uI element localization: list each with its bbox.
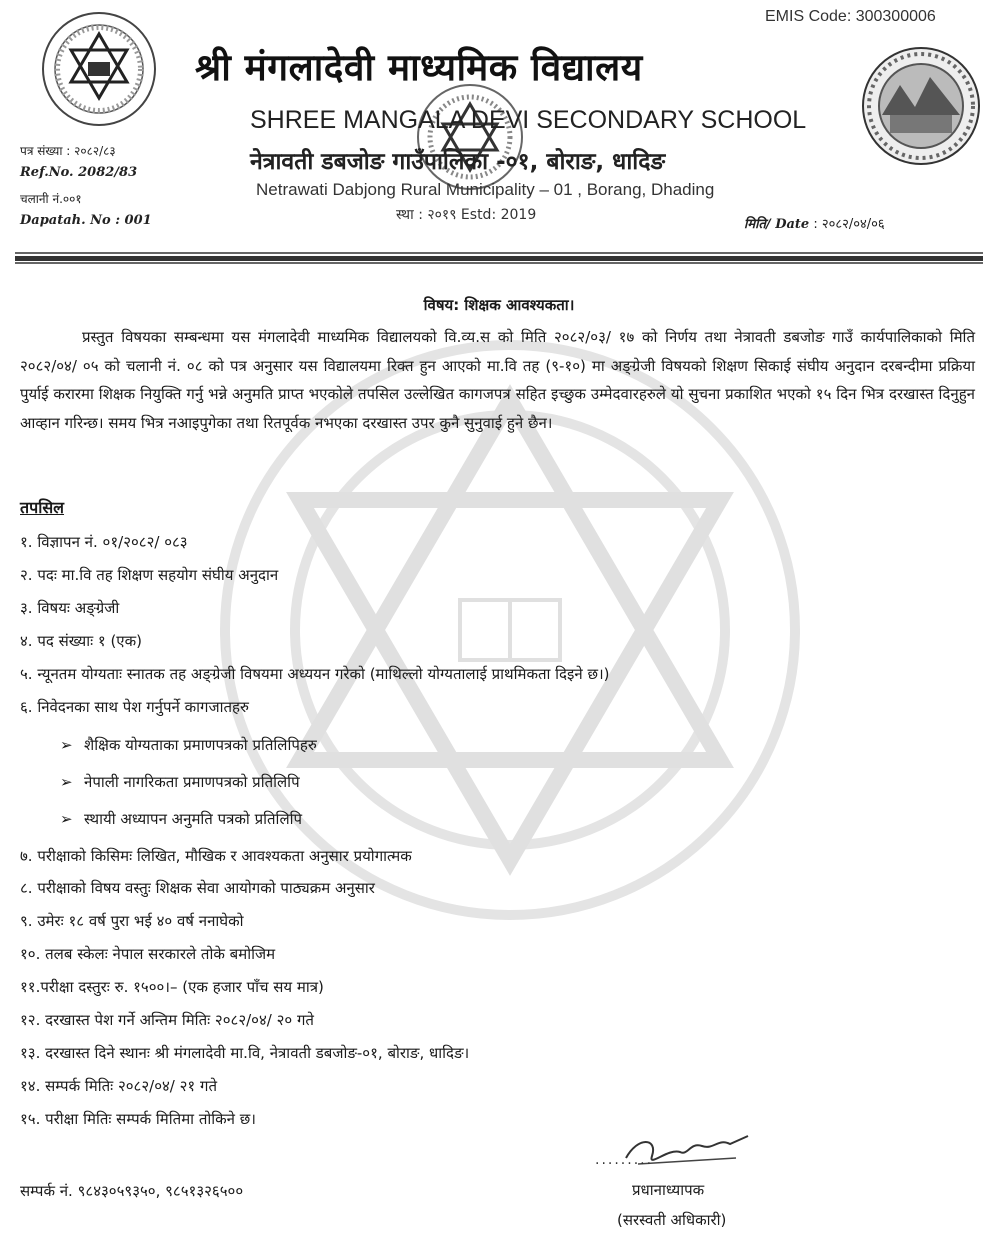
list-item: ५. न्यूनतम योग्यताः स्नातक तह अङ्ग्रेजी विषयमा अध्ययन गरेको (माथिल्लो योग्यतालाई प्राथमिकता दिइने छ।) (20, 665, 610, 683)
header-divider (15, 252, 983, 264)
document-item (60, 809, 302, 829)
list-item: ८. परीक्षाको विषय वस्तुः शिक्षक सेवा आयोगको पाठ्यक्रम अनुसार (20, 879, 375, 897)
arrow-bullet-icon: ➢ (60, 810, 73, 828)
letter-number: पत्र संख्या : २०८२/८३ (20, 144, 116, 158)
established-year: स्था : २०१९ Estd: 2019 (396, 207, 537, 223)
address-nepali: नेत्रावती डबजोङ गाउँपालिका -०१, बोराङ, धादिङ (250, 149, 666, 175)
list-item: १५. परीक्षा मितिः सम्पर्क मितिमा तोकिने छ। (20, 1110, 256, 1128)
municipality-logo (860, 45, 982, 167)
ref-number: Ref.No. 2082/83 (20, 165, 138, 180)
date-value: : २०८२/०४/०६ (813, 217, 885, 232)
list-item: १३. दरखास्त दिने स्थानः श्री मंगलादेवी मा.वि, नेत्रावती डबजोङ-०१, बोराङ, धादिङ। (20, 1044, 470, 1062)
subject-line: विषय: शिक्षक आवश्यकता। (423, 296, 575, 314)
document-item-text: शैक्षिक योग्यताका प्रमाणपत्रको प्रतिलिपिहरु (84, 736, 317, 754)
school-name-english: SHREE MANGALA DEVI SECONDARY SCHOOL (250, 106, 807, 134)
list-item: २. पदः मा.वि तह शिक्षण सहयोग संघीय अनुदान (20, 566, 279, 584)
signatory-name: (सरस्वती अधिकारी) (617, 1211, 727, 1229)
list-item: ९. उमेरः १८ वर्ष पुरा भई ४० वर्ष ननाघेको (20, 912, 244, 930)
arrow-bullet-icon: ➢ (60, 773, 73, 791)
address-english: Netrawati Dabjong Rural Municipality – 01 , Borang, Dhading (256, 180, 715, 199)
document-item-text: नेपाली नागरिकता प्रमाणपत्रको प्रतिलिपि (84, 773, 300, 791)
list-item: ७. परीक्षाको किसिमः लिखित, मौखिक र आवश्यकता अनुसार प्रयोगात्मक (20, 847, 412, 865)
date-label: मिति/ Date (744, 217, 810, 232)
signature-line: ......... (595, 1152, 654, 1168)
notice-body-text: प्रस्तुत विषयका सम्बन्धमा यस मंगलादेवी माध्यमिक विद्यालयको वि.व्य.स को मिति २०८२/०३/ १७ को निर्णय तथा नेत्रावती डबजोङ गाउँ कार्यपालिकाको मिति २०८२/०४/ ०५ को चलानी नं. ०८ को पत्र अनुसार यस विद्यालयमा रिक्त हुन आएको मा.वि तह (९-१०) मा अङ्ग्रेजी विषयको शिक्षण सिकाई संघीय अनुदान दरबन्दीमा प्रक्रिया पुर्याई करारमा शिक्षक नियुक्ति गर्नु भन्ने अनुमति प्राप्त भएकोले तपसिल उल्लेखित कागजपत्र सहित इच्छुक उम्मेदवारहरुले यो सुचना प्रकाशित भएको १५ दिन भित्र दरखास्त दिनुहुन आव्हान गरिन्छ। समय भित्र नआइपुगेका तथा रितपूर्वक नभएका दरखास्त उपर कुनै सुनुवाई हुने छैन। (20, 328, 975, 432)
list-item: १४. सम्पर्क मितिः २०८२/०४/ २१ गते (20, 1077, 217, 1095)
list-item: १. विज्ञापन नं. ०१/२०८२/ ०८३ (20, 533, 188, 551)
list-item: ११.परीक्षा दस्तुरः रु. १५००।– (एक हजार पाँच सय मात्र) (20, 978, 324, 996)
details-heading: तपसिल (20, 498, 65, 517)
school-name-nepali: श्री मंगलादेवी माध्यमिक विद्यालय (195, 46, 643, 89)
school-logo (40, 10, 158, 128)
letter-date (744, 214, 885, 232)
document-item (60, 735, 317, 755)
list-item: १०. तलब स्केलः नेपाल सरकारले तोके बमोजिम (20, 945, 276, 963)
document-item (60, 772, 300, 792)
list-item: ३. विषयः अङ्ग्रेजी (20, 599, 120, 617)
document-item-text: स्थायी अध्यापन अनुमति पत्रको प्रतिलिपि (84, 810, 303, 828)
arrow-bullet-icon: ➢ (60, 736, 73, 754)
contact-numbers: सम्पर्क नं. ९८४३०५९३५०, ९८५१३२६५०० (20, 1182, 244, 1200)
signatory-title: प्रधानाध्यापक (632, 1181, 705, 1199)
list-item: १२. दरखास्त पेश गर्ने अन्तिम मितिः २०८२/०४/ २० गते (20, 1011, 314, 1029)
dispatch-number: Dapatah. No : 001 (20, 213, 152, 228)
notice-body (20, 323, 975, 437)
list-item: ६. निवेदनका साथ पेश गर्नुपर्ने कागजातहरु (20, 698, 249, 716)
dispatch-number-nepali: चलानी नं.००१ (20, 192, 82, 206)
emis-code: EMIS Code: 300300006 (765, 8, 936, 25)
list-item: ४. पद संख्याः १ (एक) (20, 632, 142, 650)
